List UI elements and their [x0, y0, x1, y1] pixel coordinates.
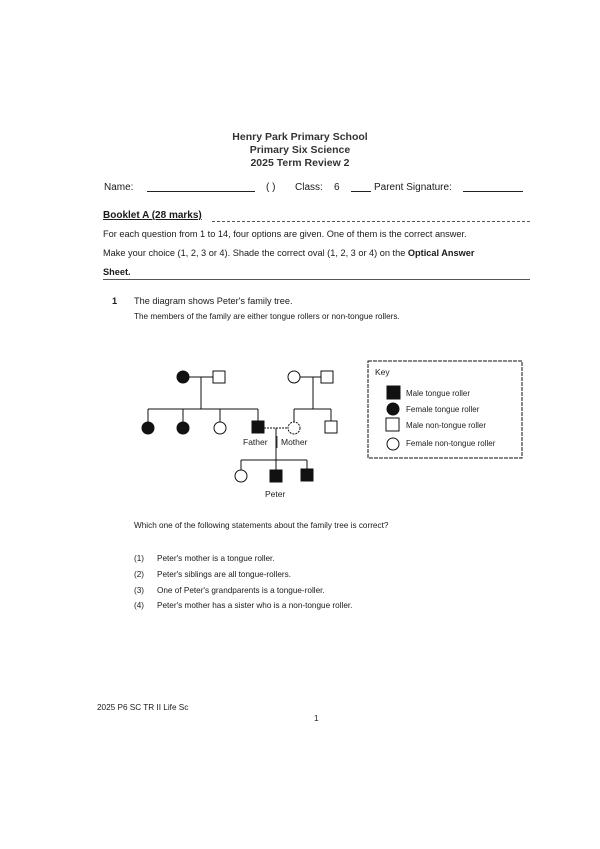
option-4-text: Peter's mother has a sister who is a non-tongue roller.	[157, 601, 353, 610]
key-open-circle-icon	[387, 438, 399, 450]
key-label-female-tongue-roller: Female tongue roller	[406, 405, 480, 414]
page-number: 1	[314, 714, 319, 723]
instruction-text: Make your choice (1, 2, 3 or 4). Shade the correct oval (1, 2, 3 or 4) on the	[103, 248, 408, 258]
class-label: Class:	[295, 182, 323, 193]
peter-symbol	[270, 470, 282, 482]
aunt-1	[142, 422, 154, 434]
name-label: Name:	[104, 182, 134, 193]
key-open-square-icon	[386, 418, 399, 431]
question-number: 1	[112, 296, 118, 306]
option-1-text: Peter's mother is a tongue roller.	[157, 554, 275, 563]
option-1-number: (1)	[134, 554, 145, 563]
key-label-male-tongue-roller: Male tongue roller	[406, 389, 471, 398]
option-2-text: Peter's siblings are all tongue-rollers.	[157, 570, 291, 579]
question-stem-2: The members of the family are either tongue rollers or non-tongue rollers.	[134, 312, 400, 321]
subject-title: Primary Six Science	[249, 144, 351, 156]
sibling-male	[301, 469, 313, 481]
key-label-female-non-tongue-roller: Female non-tongue roller	[406, 439, 496, 448]
booklet-title: Booklet A (28 marks)	[103, 210, 202, 221]
optical-answer-text: Optical Answer	[407, 248, 475, 258]
option-4-number: (4)	[134, 601, 145, 610]
question-stem-1: The diagram shows Peter's family tree.	[134, 296, 293, 306]
father-symbol	[252, 421, 264, 433]
footer-code: 2025 P6 SC TR II Life Sc	[97, 703, 189, 712]
option-2-number: (2)	[134, 570, 145, 579]
option-3-number: (3)	[134, 586, 145, 595]
school-name: Henry Park Primary School	[232, 131, 368, 143]
class-value: 6	[334, 182, 340, 193]
peter-label: Peter	[265, 489, 286, 499]
option-3-text: One of Peter's grandparents is a tongue-roller.	[157, 586, 325, 595]
grandmother-paternal	[177, 371, 189, 383]
key-filled-square-icon	[387, 386, 400, 399]
key-title: Key	[375, 367, 390, 377]
key-label-male-non-tongue-roller: Male non-tongue roller	[406, 421, 487, 430]
grandfather-maternal	[321, 371, 333, 383]
signature-label: Parent Signature:	[374, 182, 452, 193]
index-brackets: ( )	[266, 182, 276, 193]
question-prompt: Which one of the following statements about the family tree is correct?	[134, 521, 389, 530]
uncle-symbol	[325, 421, 337, 433]
aunt-3	[214, 422, 226, 434]
key-filled-circle-icon	[387, 403, 399, 415]
aunt-2	[177, 422, 189, 434]
mother-symbol	[288, 422, 300, 434]
grandmother-maternal	[288, 371, 300, 383]
instruction-line-1: For each question from 1 to 14, four options are given. One of them is the correct answer.	[103, 229, 467, 239]
instruction-sheet-word: Sheet.	[103, 267, 131, 277]
grandfather-paternal	[213, 371, 225, 383]
sibling-female	[235, 470, 247, 482]
mother-label: Mother	[281, 437, 308, 447]
exam-title: 2025 Term Review 2	[250, 157, 350, 169]
father-label: Father	[243, 437, 268, 447]
